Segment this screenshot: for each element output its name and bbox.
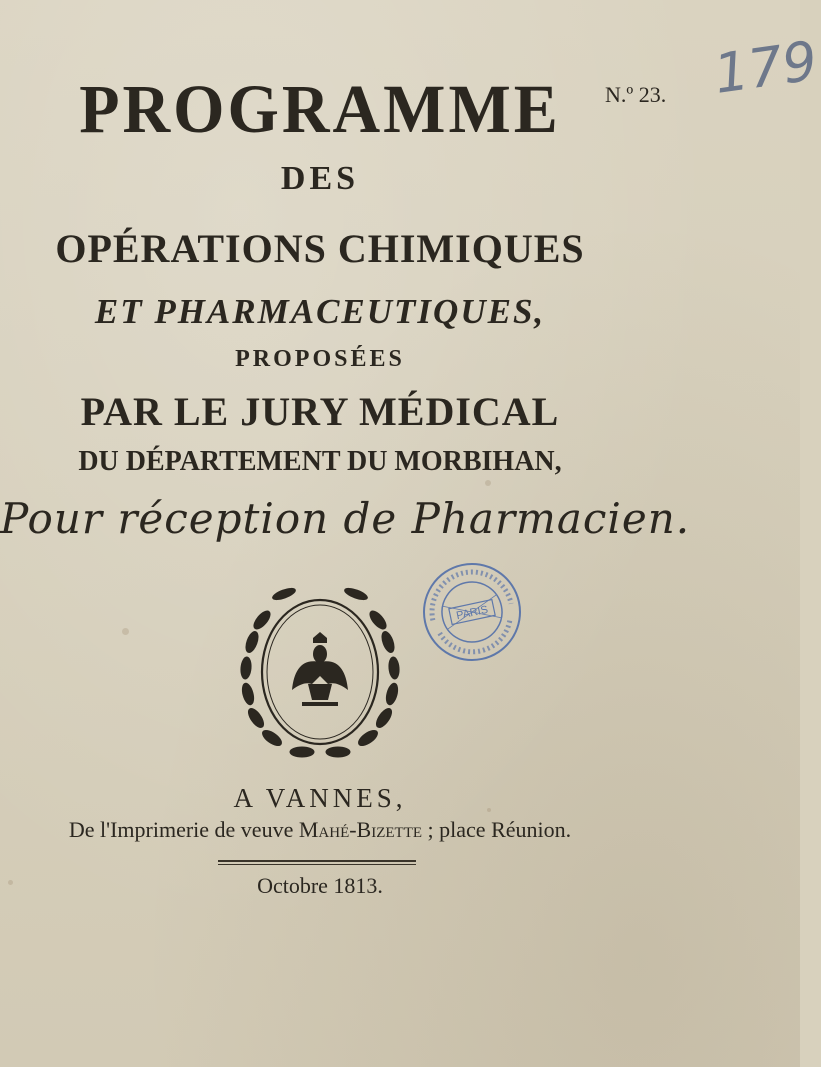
decorative-rule — [218, 860, 416, 868]
title-line-departement: DU DÉPARTEMENT DU MORBIHAN, — [78, 446, 562, 477]
publication-date: Octobre 1813. — [257, 873, 383, 898]
handwritten-folio-number: 179 — [710, 29, 821, 106]
title-line-des: DES — [280, 160, 360, 197]
printer-line — [0, 817, 640, 843]
title-line-jury: PAR LE JURY MÉDICAL — [80, 389, 560, 434]
title-line-pharmaceutiques: ET PHARMACEUTIQUES, — [94, 292, 546, 331]
page-title: PROGRAMME — [79, 71, 561, 148]
title-line-proposees: PROPOSÉES — [235, 346, 405, 372]
stamp-text: PARIS — [455, 603, 490, 623]
printer-suffix: ; place Réunion. — [422, 817, 572, 842]
paper-spot — [122, 628, 129, 635]
title-line-operations: OPÉRATIONS CHIMIQUES — [55, 226, 585, 271]
publication-place: A VANNES, — [233, 783, 407, 813]
imperial-eagle-wreath-emblem — [222, 580, 418, 770]
printer-name: Mahé-Bizette — [298, 817, 423, 842]
library-stamp — [410, 550, 533, 673]
paper-spot — [485, 480, 491, 486]
document-number: N.º 23. — [605, 82, 667, 107]
handwritten-purpose-line: Pour réception de Pharmacien. — [0, 494, 691, 543]
printer-prefix: De l'Imprimerie de veuve — [68, 817, 299, 842]
